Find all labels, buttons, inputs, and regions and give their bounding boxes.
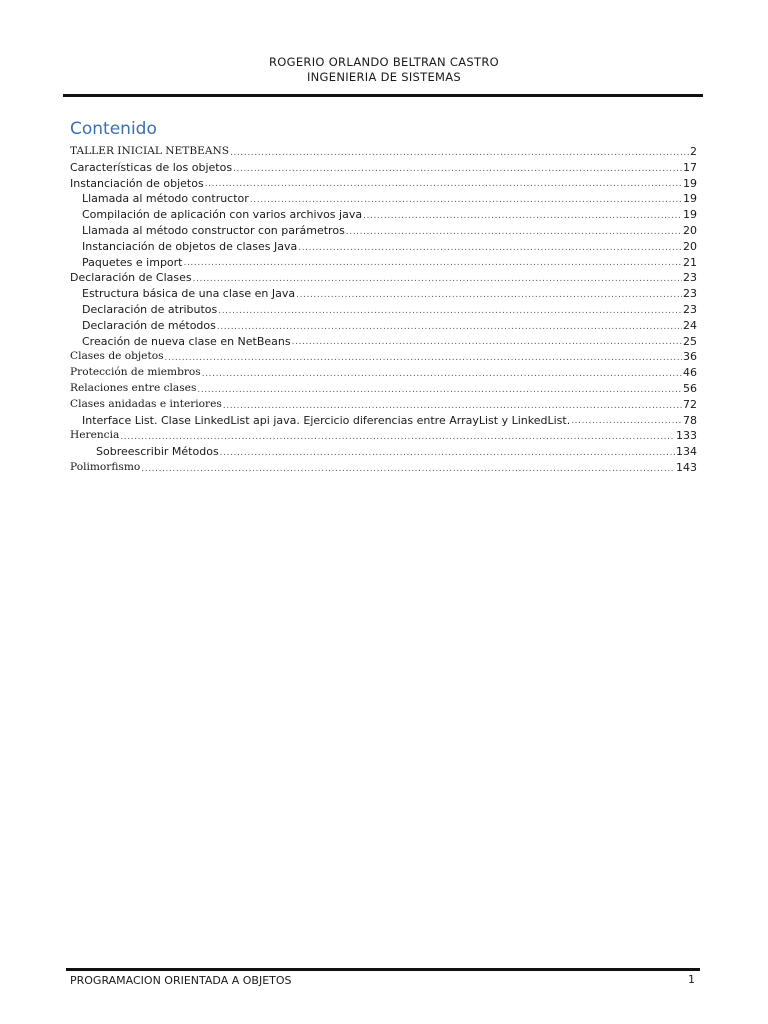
toc-entry-label: Sobreescribir Métodos — [96, 445, 219, 459]
dot-leader — [292, 336, 682, 349]
toc-entry-page: 72 — [683, 397, 697, 411]
toc-entry-label: Compilación de aplicación con varios archivos java — [82, 208, 363, 222]
toc-entry-label: Interface List. Clase LinkedList api java. Ejercicio diferencias entre ArrayList y LinkedList. — [82, 413, 571, 427]
author-name: ROGERIO ORLANDO BELTRAN CASTRO — [269, 55, 499, 69]
toc-entry-label: Instanciación de objetos — [70, 176, 204, 190]
dot-leader — [193, 273, 682, 286]
toc-entry[interactable] — [70, 286, 697, 302]
toc-entry-page: 46 — [683, 366, 697, 380]
header-rule — [63, 94, 703, 97]
toc-entry-page: 23 — [683, 271, 697, 285]
toc-entry[interactable] — [70, 239, 697, 255]
toc-entry-label: Creación de nueva clase en NetBeans — [82, 334, 291, 348]
toc-entry-page: 21 — [683, 255, 697, 269]
dot-leader — [141, 463, 675, 476]
toc-entry-page: 25 — [683, 334, 697, 348]
toc-entry-page: 20 — [683, 239, 697, 253]
toc-entry-page: 134 — [676, 445, 697, 459]
toc-entry[interactable] — [70, 428, 697, 444]
page-number: 1 — [688, 973, 695, 986]
dot-leader — [205, 178, 682, 191]
toc-entry[interactable] — [70, 397, 697, 413]
dot-leader — [223, 400, 682, 413]
toc-entry[interactable] — [70, 176, 697, 192]
toc-entry-page: 133 — [676, 429, 697, 443]
toc-entry[interactable] — [70, 160, 697, 176]
dot-leader — [296, 289, 682, 302]
toc-entry-label: Llamada al método contructor — [82, 192, 249, 206]
toc-entry-label: Polimorfismo — [70, 460, 141, 473]
dot-leader — [233, 163, 682, 176]
toc-entry-page: 19 — [683, 176, 697, 190]
toc-entry[interactable] — [70, 334, 697, 350]
toc-entry-page: 23 — [683, 287, 697, 301]
toc-entry[interactable] — [70, 413, 697, 429]
dot-leader — [571, 415, 682, 428]
dot-leader — [218, 305, 682, 318]
dot-leader — [120, 431, 675, 444]
dot-leader — [217, 321, 682, 334]
toc-entry[interactable] — [70, 444, 697, 460]
toc-entry-page: 19 — [683, 208, 697, 222]
dot-leader — [220, 447, 675, 460]
toc-title: Contenido — [70, 119, 157, 139]
toc-entry[interactable] — [70, 270, 697, 286]
dot-leader — [363, 210, 682, 223]
toc-entry-label: Estructura básica de una clase en Java — [82, 287, 296, 301]
dot-leader — [197, 384, 682, 397]
table-of-contents — [70, 144, 697, 476]
dot-leader — [298, 242, 682, 255]
toc-entry-label: Llamada al método constructor con parámetros — [82, 223, 345, 237]
toc-entry-label: Instanciación de objetos de clases Java — [82, 239, 298, 253]
toc-entry-label: Protección de miembros — [70, 366, 201, 379]
dot-leader — [230, 147, 689, 160]
toc-entry[interactable] — [70, 349, 697, 365]
toc-entry[interactable] — [70, 191, 697, 207]
dot-leader — [250, 194, 682, 207]
toc-entry-page: 19 — [683, 192, 697, 206]
toc-entry-label: Declaración de métodos — [82, 318, 216, 332]
toc-entry-page: 143 — [676, 460, 697, 474]
toc-entry-label: Paquetes e import — [82, 255, 183, 269]
toc-entry-page: 36 — [683, 350, 697, 364]
toc-entry[interactable] — [70, 207, 697, 223]
page-header — [0, 55, 768, 85]
dot-leader — [202, 368, 682, 381]
toc-entry-label: Clases de objetos — [70, 350, 164, 363]
toc-entry[interactable] — [70, 381, 697, 397]
toc-entry-page: 17 — [683, 160, 697, 174]
toc-entry[interactable] — [70, 365, 697, 381]
dot-leader — [184, 257, 683, 270]
toc-entry-label: Herencia — [70, 429, 120, 442]
toc-entry-page: 56 — [683, 381, 697, 395]
toc-entry-label: Características de los objetos — [70, 160, 233, 174]
toc-entry[interactable] — [70, 144, 697, 160]
dot-leader — [165, 352, 682, 365]
dot-leader — [346, 226, 682, 239]
toc-entry-label: Relaciones entre clases — [70, 381, 197, 394]
footer-title: PROGRAMACION ORIENTADA A OBJETOS — [70, 974, 292, 987]
toc-entry-page: 23 — [683, 302, 697, 316]
toc-entry[interactable] — [70, 255, 697, 271]
toc-entry[interactable] — [70, 318, 697, 334]
toc-entry-label: Clases anidadas e interiores — [70, 397, 222, 410]
toc-entry[interactable] — [70, 460, 697, 476]
toc-entry-page: 24 — [683, 318, 697, 332]
toc-entry-label: Declaración de Clases — [70, 271, 192, 285]
footer-rule — [66, 968, 700, 971]
toc-entry[interactable] — [70, 302, 697, 318]
toc-entry-page: 78 — [683, 413, 697, 427]
toc-entry-label: TALLER INICIAL NETBEANS — [70, 145, 230, 157]
toc-entry[interactable] — [70, 223, 697, 239]
toc-entry-label: Declaración de atributos — [82, 302, 218, 316]
program-name: INGENIERIA DE SISTEMAS — [306, 70, 462, 84]
toc-entry-page: 20 — [683, 223, 697, 237]
toc-entry-page: 2 — [690, 145, 697, 158]
